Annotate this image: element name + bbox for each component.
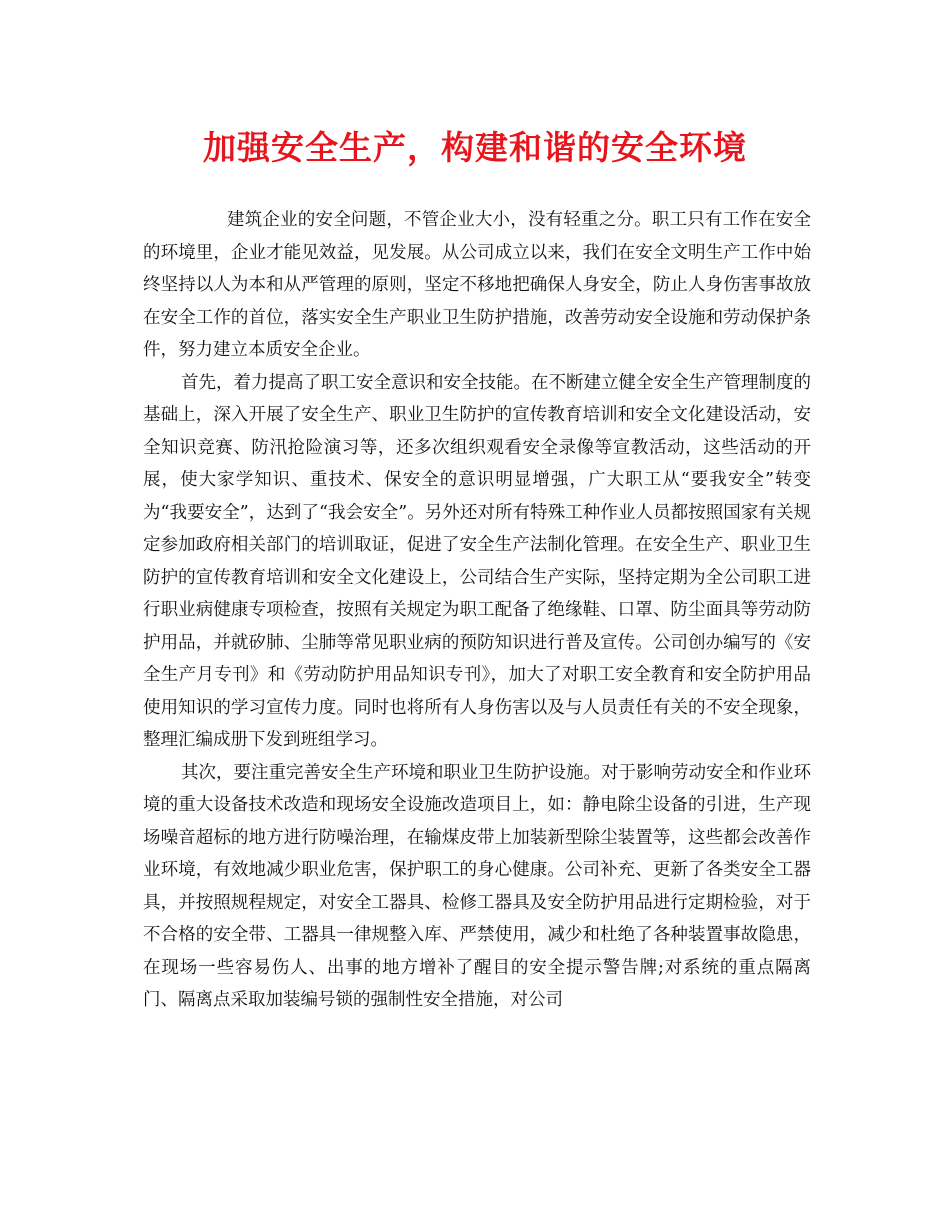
- document-title: 加强安全生产，构建和谐的安全环境: [203, 128, 747, 167]
- paragraph-3: 其次，要注重完善安全生产环境和职业卫生防护设施。对于影响劳动安全和作业环境的重大设备技术改造和现场安全设施改造项目上，如：静电除尘设备的引进，生产现场噪音超标的地方进行防噪治理，在输煤皮带上加装新型除尘装置等，这些都会改善作业环境，有效地减少职业危害，保护职工的身心健康。公司补充、更新了各类安全工器具，并按照规程规定，对安全工器具、检修工器具及安全防护用品进行定期检验，对于不合格的安全带、工器具一律规整入库、严禁使用，减少和杜绝了各种装置事故隐患，在现场一些容易伤人、出事的地方增补了醒目的安全提示警告牌;对系统的重点隔离门、隔离点采取加装编号锁的强制性安全措施，对公司: [143, 762, 811, 1010]
- paragraph-2: 首先，着力提高了职工安全意识和安全技能。在不断建立健全安全生产管理制度的基础上，深入开展了安全生产、职业卫生防护的宣传教育培训和安全文化建设活动，安全知识竞赛、防汛抢险演习等，还多次组织观看安全录像等宣教活动，这些活动的开展，使大家学知识、重技术、保安全的意识明显增强，广大职工从“要我安全”转变为“我要安全”，达到了“我会安全”。另外还对所有特殊工种作业人员都按照国家有关规定参加政府相关部门的培训取证，促进了安全生产法制化管理。在安全生产、职业卫生防护的宣传教育培训和安全文化建设上，公司结合生产实际，坚持定期为全公司职工进行职业病健康专项检查，按照有关规定为职工配备了绝缘鞋、口罩、防尘面具等劳动防护用品，并就矽肺、尘肺等常见职业病的预防知识进行普及宣传。公司创办编写的《安全生产月专刊》和《劳动防护用品知识专刊》，加大了对职工安全教育和安全防护用品使用知识的学习宣传力度。同时也将所有人身伤害以及与人员责任有关的不安全现象，整理汇编成册下发到班组学习。: [143, 372, 811, 750]
- document-body: [143, 204, 811, 1017]
- paragraph-1: 建筑企业的安全问题，不管企业大小，没有轻重之分。职工只有工作在安全的环境里，企业才能见效益，见发展。从公司成立以来，我们在安全文明生产工作中始终坚持以人为本和从严管理的原则，坚定不移地把确保人身安全，防止人身伤害事故放在安全工作的首位，落实安全生产职业卫生防护措施，改善劳动安全设施和劳动保护条件，努力建立本质安全企业。: [143, 210, 811, 360]
